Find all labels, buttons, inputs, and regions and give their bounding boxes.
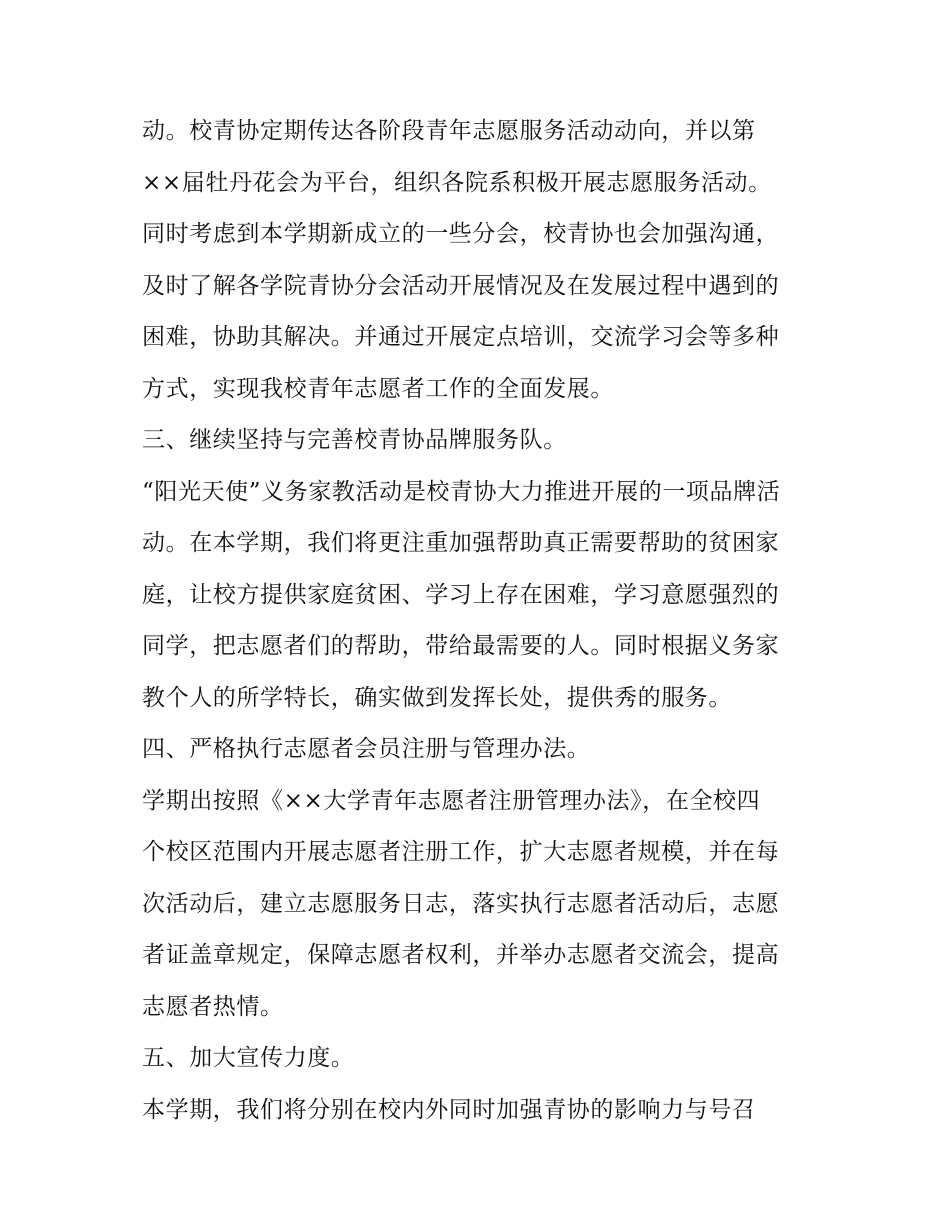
- body-line-10: 庭，让校方提供家庭贫困、学习上存在困难，学习意愿强烈的: [142, 581, 780, 608]
- section-heading-5: 五、加大宣传力度。: [142, 1045, 355, 1071]
- body-line-16: 次活动后，建立志愿服务日志，落实执行志愿者活动后，志愿: [142, 890, 780, 917]
- body-line-2: ××届牡丹花会为平台，组织各院系积极开展志愿服务活动。: [142, 169, 772, 196]
- body-line-20: 本学期，我们将分别在校内外同时加强青协的影响力与号召: [142, 1096, 756, 1123]
- body-line-5: 困难，协助其解决。并通过开展定点培训，交流学习会等多种: [142, 324, 780, 350]
- body-line-17: 者证盖章规定，保障志愿者权利，并举办志愿者交流会，提高: [142, 942, 780, 968]
- body-line-9: 动。在本学期，我们将更注重加强帮助真正需要帮助的贫困家: [142, 530, 780, 556]
- body-line-4: 及时了解各学院青协分会活动开展情况及在发展过程中遇到的: [142, 272, 780, 299]
- body-line-3: 同时考虑到本学期新成立的一些分会，校青协也会加强沟通，: [142, 221, 780, 247]
- body-line-11: 同学，把志愿者们的帮助，带给最需要的人。同时根据义务家: [142, 633, 780, 659]
- body-line-6: 方式，实现我校青年志愿者工作的全面发展。: [142, 375, 614, 402]
- body-line-8: “阳光天使”义务家教活动是校青协大力推进开展的一项品牌活: [142, 478, 781, 505]
- body-line-14: 学期出按照《××大学青年志愿者注册管理办法》，在全校四: [142, 787, 761, 814]
- body-line-1: 动。校青协定期传达各阶段青年志愿服务活动动向，并以第: [142, 118, 756, 144]
- section-heading-3: 三、继续坚持与完善校青协品牌服务队。: [142, 427, 567, 453]
- document-body: [142, 106, 822, 1136]
- body-line-12: 教个人的所学特长，确实做到发挥长处，提供秀的服务。: [142, 684, 732, 711]
- section-heading-4: 四、严格执行志愿者会员注册与管理办法。: [142, 736, 591, 762]
- body-line-18: 志愿者热情。: [142, 993, 284, 1020]
- body-line-15: 个校区范围内开展志愿者注册工作，扩大志愿者规模，并在每: [142, 839, 780, 865]
